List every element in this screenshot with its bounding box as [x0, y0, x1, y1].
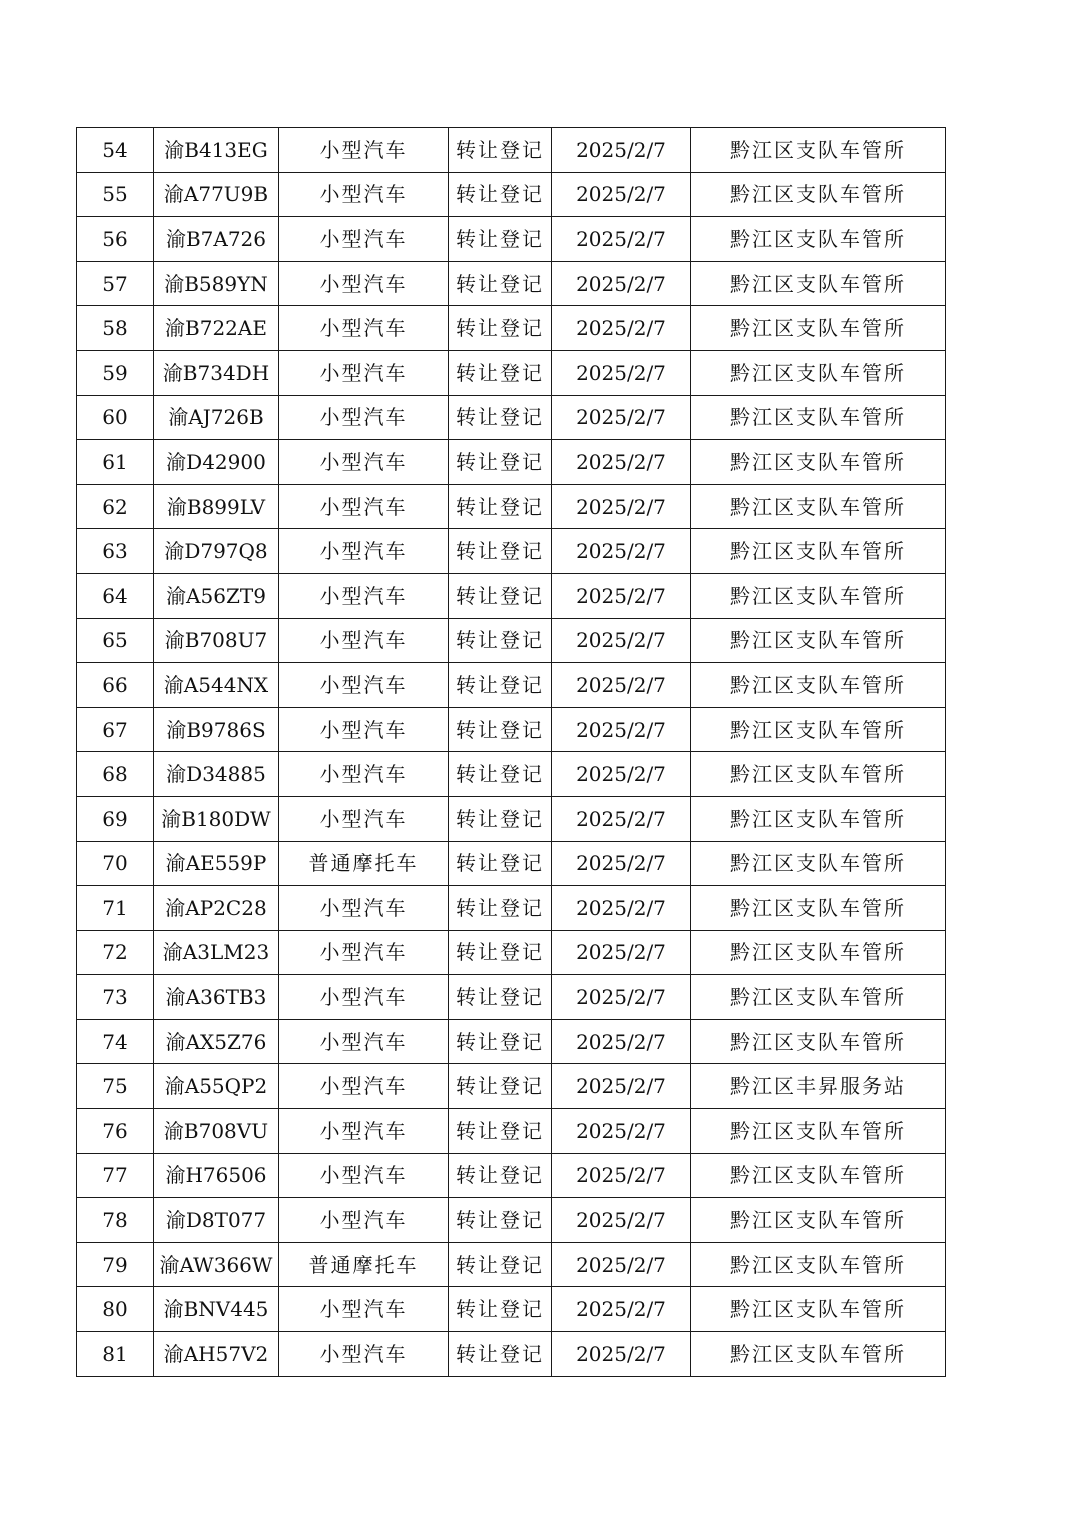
cell-date: 2025/2/7: [552, 1109, 691, 1154]
cell-plate-number: 渝AX5Z76: [154, 1019, 279, 1064]
cell-business-type: 转让登记: [449, 618, 552, 663]
cell-vehicle-type: 小型汽车: [279, 975, 449, 1020]
cell-vehicle-type: 小型汽车: [279, 1064, 449, 1109]
cell-business-type: 转让登记: [449, 930, 552, 975]
cell-serial-number: 69: [77, 796, 154, 841]
cell-plate-number: 渝AP2C28: [154, 886, 279, 931]
cell-serial-number: 80: [77, 1287, 154, 1332]
cell-business-type: 转让登记: [449, 529, 552, 574]
cell-business-type: 转让登记: [449, 707, 552, 752]
cell-office: 黔江区支队车管所: [691, 1019, 946, 1064]
cell-vehicle-type: 小型汽车: [279, 350, 449, 395]
cell-date: 2025/2/7: [552, 1332, 691, 1377]
cell-vehicle-type: 小型汽车: [279, 573, 449, 618]
cell-office: 黔江区支队车管所: [691, 440, 946, 485]
table-row: [77, 663, 946, 708]
cell-vehicle-type: 小型汽车: [279, 440, 449, 485]
cell-plate-number: 渝A36TB3: [154, 975, 279, 1020]
cell-plate-number: 渝H76506: [154, 1153, 279, 1198]
table-row: [77, 350, 946, 395]
cell-vehicle-type: 小型汽车: [279, 1332, 449, 1377]
cell-business-type: 转让登记: [449, 886, 552, 931]
cell-office: 黔江区支队车管所: [691, 573, 946, 618]
table-row: [77, 529, 946, 574]
table-row: [77, 618, 946, 663]
cell-plate-number: 渝D42900: [154, 440, 279, 485]
table-row: [77, 573, 946, 618]
cell-vehicle-type: 小型汽车: [279, 484, 449, 529]
table-body: [77, 128, 946, 1377]
cell-business-type: 转让登记: [449, 350, 552, 395]
cell-business-type: 转让登记: [449, 796, 552, 841]
cell-business-type: 转让登记: [449, 1064, 552, 1109]
cell-serial-number: 66: [77, 663, 154, 708]
cell-business-type: 转让登记: [449, 395, 552, 440]
cell-plate-number: 渝AJ726B: [154, 395, 279, 440]
cell-date: 2025/2/7: [552, 1198, 691, 1243]
cell-date: 2025/2/7: [552, 1019, 691, 1064]
cell-date: 2025/2/7: [552, 306, 691, 351]
cell-vehicle-type: 小型汽车: [279, 618, 449, 663]
cell-serial-number: 56: [77, 217, 154, 262]
cell-business-type: 转让登记: [449, 1019, 552, 1064]
table-row: [77, 1064, 946, 1109]
cell-serial-number: 68: [77, 752, 154, 797]
cell-business-type: 转让登记: [449, 752, 552, 797]
cell-business-type: 转让登记: [449, 128, 552, 173]
cell-serial-number: 59: [77, 350, 154, 395]
cell-vehicle-type: 小型汽车: [279, 172, 449, 217]
cell-vehicle-type: 小型汽车: [279, 261, 449, 306]
cell-office: 黔江区支队车管所: [691, 1198, 946, 1243]
table-row: [77, 217, 946, 262]
cell-serial-number: 79: [77, 1242, 154, 1287]
cell-business-type: 转让登记: [449, 172, 552, 217]
cell-date: 2025/2/7: [552, 529, 691, 574]
cell-office: 黔江区支队车管所: [691, 841, 946, 886]
cell-business-type: 转让登记: [449, 217, 552, 262]
cell-plate-number: 渝AW366W: [154, 1242, 279, 1287]
cell-plate-number: 渝D797Q8: [154, 529, 279, 574]
cell-vehicle-type: 小型汽车: [279, 886, 449, 931]
cell-serial-number: 75: [77, 1064, 154, 1109]
cell-date: 2025/2/7: [552, 796, 691, 841]
cell-business-type: 转让登记: [449, 841, 552, 886]
table-row: [77, 172, 946, 217]
table-row: [77, 395, 946, 440]
cell-vehicle-type: 小型汽车: [279, 395, 449, 440]
cell-vehicle-type: 普通摩托车: [279, 841, 449, 886]
cell-office: 黔江区支队车管所: [691, 395, 946, 440]
cell-vehicle-type: 小型汽车: [279, 128, 449, 173]
cell-plate-number: 渝D34885: [154, 752, 279, 797]
table-row: [77, 306, 946, 351]
table-row: [77, 975, 946, 1020]
table-row: [77, 1153, 946, 1198]
cell-business-type: 转让登记: [449, 573, 552, 618]
table-row: [77, 1287, 946, 1332]
table-row: [77, 1109, 946, 1154]
cell-serial-number: 58: [77, 306, 154, 351]
cell-vehicle-type: 小型汽车: [279, 306, 449, 351]
table-row: [77, 440, 946, 485]
cell-office: 黔江区支队车管所: [691, 663, 946, 708]
cell-date: 2025/2/7: [552, 395, 691, 440]
cell-vehicle-type: 小型汽车: [279, 663, 449, 708]
table-row: [77, 128, 946, 173]
cell-vehicle-type: 小型汽车: [279, 930, 449, 975]
cell-vehicle-type: 小型汽车: [279, 1019, 449, 1064]
cell-date: 2025/2/7: [552, 707, 691, 752]
table-row: [77, 1332, 946, 1377]
table-row: [77, 1198, 946, 1243]
cell-date: 2025/2/7: [552, 350, 691, 395]
cell-office: 黔江区支队车管所: [691, 1242, 946, 1287]
cell-date: 2025/2/7: [552, 217, 691, 262]
cell-serial-number: 76: [77, 1109, 154, 1154]
cell-office: 黔江区支队车管所: [691, 128, 946, 173]
cell-date: 2025/2/7: [552, 752, 691, 797]
cell-date: 2025/2/7: [552, 841, 691, 886]
cell-serial-number: 65: [77, 618, 154, 663]
table-row: [77, 930, 946, 975]
cell-serial-number: 61: [77, 440, 154, 485]
registration-table: [76, 127, 946, 1377]
cell-plate-number: 渝A77U9B: [154, 172, 279, 217]
cell-serial-number: 63: [77, 529, 154, 574]
table-row: [77, 796, 946, 841]
table-row: [77, 707, 946, 752]
cell-plate-number: 渝B7A726: [154, 217, 279, 262]
cell-plate-number: 渝B180DW: [154, 796, 279, 841]
cell-office: 黔江区支队车管所: [691, 1332, 946, 1377]
cell-serial-number: 74: [77, 1019, 154, 1064]
cell-office: 黔江区支队车管所: [691, 796, 946, 841]
cell-vehicle-type: 小型汽车: [279, 752, 449, 797]
cell-date: 2025/2/7: [552, 128, 691, 173]
cell-serial-number: 72: [77, 930, 154, 975]
cell-serial-number: 71: [77, 886, 154, 931]
cell-vehicle-type: 小型汽车: [279, 1198, 449, 1243]
cell-serial-number: 77: [77, 1153, 154, 1198]
cell-date: 2025/2/7: [552, 440, 691, 485]
table-row: [77, 484, 946, 529]
table-row: [77, 752, 946, 797]
cell-plate-number: 渝A3LM23: [154, 930, 279, 975]
cell-date: 2025/2/7: [552, 261, 691, 306]
cell-office: 黔江区支队车管所: [691, 1109, 946, 1154]
cell-plate-number: 渝B708U7: [154, 618, 279, 663]
cell-vehicle-type: 小型汽车: [279, 1153, 449, 1198]
cell-vehicle-type: 普通摩托车: [279, 1242, 449, 1287]
cell-serial-number: 57: [77, 261, 154, 306]
cell-vehicle-type: 小型汽车: [279, 796, 449, 841]
cell-plate-number: 渝B589YN: [154, 261, 279, 306]
cell-serial-number: 81: [77, 1332, 154, 1377]
cell-plate-number: 渝B734DH: [154, 350, 279, 395]
cell-office: 黔江区支队车管所: [691, 306, 946, 351]
cell-business-type: 转让登记: [449, 1198, 552, 1243]
cell-business-type: 转让登记: [449, 484, 552, 529]
cell-plate-number: 渝A55QP2: [154, 1064, 279, 1109]
table-row: [77, 886, 946, 931]
table-row: [77, 1019, 946, 1064]
cell-plate-number: 渝B9786S: [154, 707, 279, 752]
cell-office: 黔江区支队车管所: [691, 930, 946, 975]
cell-serial-number: 64: [77, 573, 154, 618]
cell-office: 黔江区支队车管所: [691, 752, 946, 797]
cell-vehicle-type: 小型汽车: [279, 1287, 449, 1332]
cell-vehicle-type: 小型汽车: [279, 707, 449, 752]
cell-business-type: 转让登记: [449, 1287, 552, 1332]
cell-office: 黔江区支队车管所: [691, 886, 946, 931]
cell-date: 2025/2/7: [552, 1287, 691, 1332]
cell-vehicle-type: 小型汽车: [279, 217, 449, 262]
cell-office: 黔江区支队车管所: [691, 1287, 946, 1332]
cell-serial-number: 70: [77, 841, 154, 886]
cell-plate-number: 渝B899LV: [154, 484, 279, 529]
cell-office: 黔江区支队车管所: [691, 1153, 946, 1198]
cell-office: 黔江区支队车管所: [691, 484, 946, 529]
cell-plate-number: 渝B413EG: [154, 128, 279, 173]
cell-office: 黔江区支队车管所: [691, 529, 946, 574]
cell-vehicle-type: 小型汽车: [279, 529, 449, 574]
table-row: [77, 1242, 946, 1287]
cell-date: 2025/2/7: [552, 886, 691, 931]
cell-plate-number: 渝A56ZT9: [154, 573, 279, 618]
cell-date: 2025/2/7: [552, 975, 691, 1020]
cell-plate-number: 渝D8T077: [154, 1198, 279, 1243]
cell-serial-number: 55: [77, 172, 154, 217]
cell-date: 2025/2/7: [552, 573, 691, 618]
cell-office: 黔江区支队车管所: [691, 217, 946, 262]
cell-business-type: 转让登记: [449, 1242, 552, 1287]
cell-date: 2025/2/7: [552, 484, 691, 529]
cell-plate-number: 渝B722AE: [154, 306, 279, 351]
cell-business-type: 转让登记: [449, 663, 552, 708]
table-row: [77, 841, 946, 886]
cell-office: 黔江区支队车管所: [691, 618, 946, 663]
table-row: [77, 261, 946, 306]
cell-business-type: 转让登记: [449, 1153, 552, 1198]
cell-business-type: 转让登记: [449, 261, 552, 306]
cell-date: 2025/2/7: [552, 618, 691, 663]
cell-plate-number: 渝A544NX: [154, 663, 279, 708]
cell-office: 黔江区支队车管所: [691, 707, 946, 752]
cell-serial-number: 67: [77, 707, 154, 752]
cell-office: 黔江区支队车管所: [691, 975, 946, 1020]
cell-date: 2025/2/7: [552, 930, 691, 975]
cell-date: 2025/2/7: [552, 1242, 691, 1287]
cell-date: 2025/2/7: [552, 1153, 691, 1198]
cell-plate-number: 渝AH57V2: [154, 1332, 279, 1377]
cell-plate-number: 渝B708VU: [154, 1109, 279, 1154]
cell-serial-number: 62: [77, 484, 154, 529]
cell-business-type: 转让登记: [449, 440, 552, 485]
cell-office: 黔江区丰昇服务站: [691, 1064, 946, 1109]
cell-plate-number: 渝BNV445: [154, 1287, 279, 1332]
cell-serial-number: 54: [77, 128, 154, 173]
cell-office: 黔江区支队车管所: [691, 261, 946, 306]
cell-serial-number: 78: [77, 1198, 154, 1243]
cell-date: 2025/2/7: [552, 663, 691, 708]
cell-business-type: 转让登记: [449, 975, 552, 1020]
cell-business-type: 转让登记: [449, 306, 552, 351]
cell-date: 2025/2/7: [552, 1064, 691, 1109]
cell-business-type: 转让登记: [449, 1109, 552, 1154]
cell-serial-number: 73: [77, 975, 154, 1020]
cell-date: 2025/2/7: [552, 172, 691, 217]
cell-business-type: 转让登记: [449, 1332, 552, 1377]
cell-vehicle-type: 小型汽车: [279, 1109, 449, 1154]
cell-plate-number: 渝AE559P: [154, 841, 279, 886]
cell-serial-number: 60: [77, 395, 154, 440]
cell-office: 黔江区支队车管所: [691, 172, 946, 217]
cell-office: 黔江区支队车管所: [691, 350, 946, 395]
